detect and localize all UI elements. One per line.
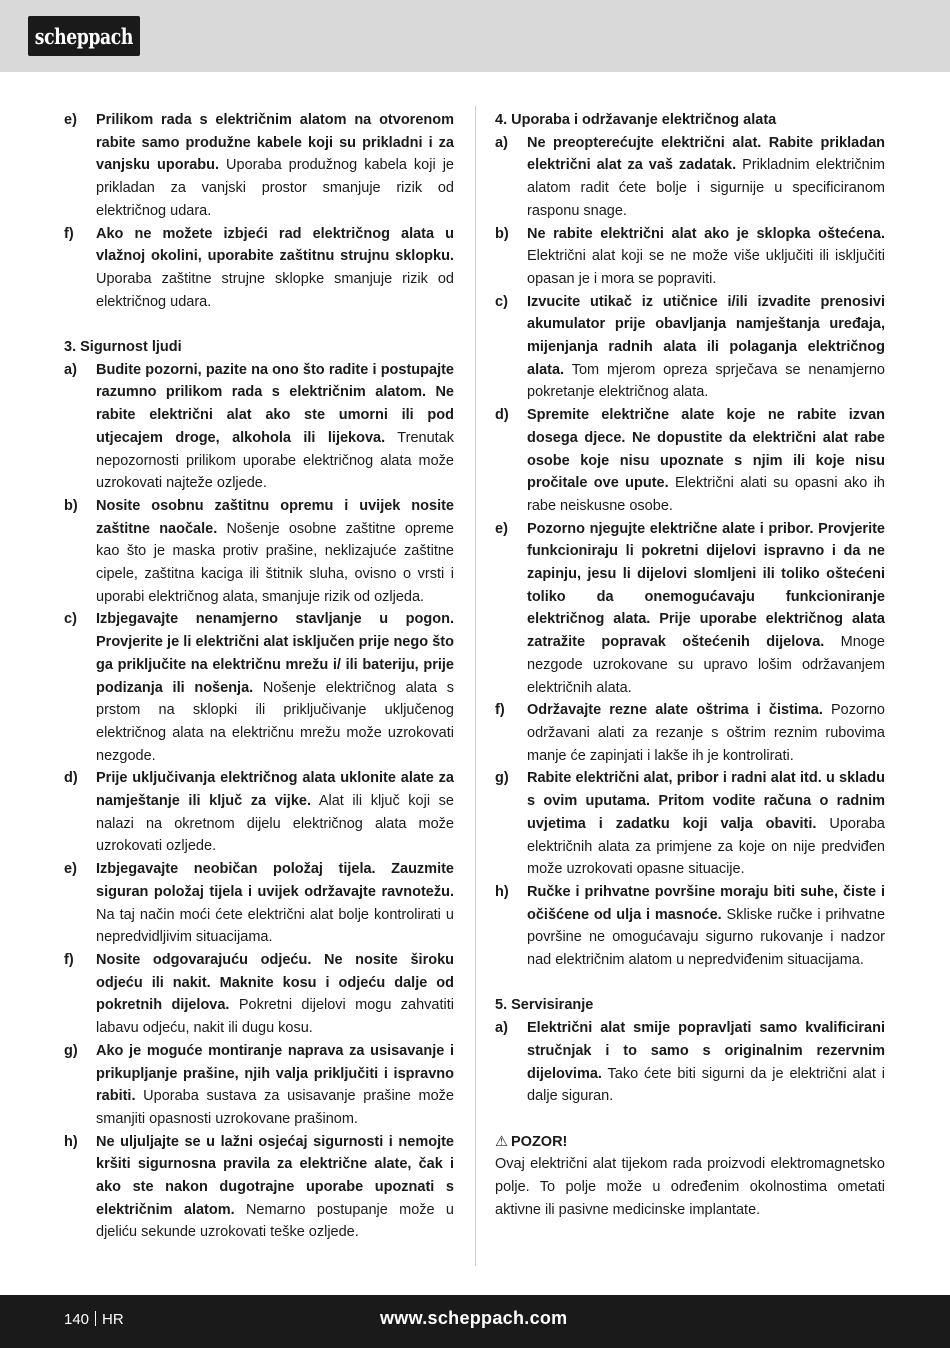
section-title-3: 3. Sigurnost ljudi bbox=[64, 339, 182, 356]
list-item bbox=[64, 949, 454, 1040]
item-bold-text: Nosite odgovarajuću odjeću. Ne nosite široku odjeću ili nakit. Maknite kosu i odjeću dalje od pokretnih dijelova. bbox=[96, 952, 454, 1014]
item-label: f) bbox=[495, 702, 505, 719]
list-item bbox=[495, 881, 885, 972]
item-text bbox=[96, 359, 454, 495]
list-item bbox=[495, 699, 885, 767]
language-code: HR bbox=[102, 1311, 124, 1328]
item-text bbox=[527, 404, 885, 518]
item-regular-text: Trenutak nepozornosti prilikom uporabe električnog alata može uzrokovati najteže ozljede. bbox=[96, 429, 454, 492]
item-regular-text: Uporaba zaštitne strujne sklopke smanjuje rizik od električnog udara. bbox=[96, 270, 454, 310]
item-regular-text: Na taj način moći ćete električni alat bolje kontrolirati u nepredvidljivim situacijama. bbox=[96, 906, 454, 946]
item-text bbox=[527, 223, 885, 291]
item-label: g) bbox=[495, 770, 509, 787]
item-text bbox=[527, 699, 885, 767]
item-bold-text: Rabite električni alat, pribor i radni alat itd. u skladu s ovim uputama. Pritom vodite računa o radnim uvjetima i zadatku koji valja obaviti. bbox=[527, 770, 885, 832]
right-items-a bbox=[495, 132, 885, 972]
item-regular-text: Prikladnim električnim alatom radit ćete bolje i sigurnije u specificiranom rasponu snage. bbox=[527, 157, 885, 219]
list-item bbox=[495, 291, 885, 405]
item-text bbox=[527, 1017, 885, 1108]
item-regular-text: Uporaba sustava za usisavanje prašine može smanjiti opasnosti uzrokovane prašinom. bbox=[96, 1088, 454, 1127]
warning-title: POZOR! bbox=[511, 1133, 568, 1150]
item-bold-text: Izbjegavajte neobičan položaj tijela. Zauzmite siguran položaj tijela i uvijek održavajte ravnotežu. bbox=[96, 861, 454, 900]
list-item bbox=[495, 404, 885, 518]
item-label: d) bbox=[495, 407, 509, 424]
item-text bbox=[96, 1040, 454, 1131]
item-bold-text: Ručke i prihvatne površine moraju biti suhe, čiste i očišćene od ulja i masnoće. bbox=[527, 883, 885, 923]
list-item bbox=[495, 132, 885, 223]
item-bold-text: Izvucite utikač iz utičnice i/ili izvadite prenosivi akumulator prije obavljanja namještanja uređaja, mijenjanja radnih alata ili polaganja električnog alata. bbox=[527, 293, 885, 378]
item-bold-text: Ne preopterećujte električni alat. Rabite prikladan električni alat za vaš zadatak. bbox=[527, 134, 885, 174]
item-label: f) bbox=[64, 952, 74, 968]
right-column bbox=[495, 109, 885, 1221]
item-bold-text: Prilikom rada s električnim alatom na otvorenom rabite samo produžne kabele koji su prikladni i za vanjsku uporabu. bbox=[96, 112, 454, 174]
item-text bbox=[527, 291, 885, 405]
warning-heading bbox=[495, 1131, 885, 1154]
item-regular-text: Nošenje električnog alata s prstom na sklopki ili priključivanje uključenog električnog alata na električnu mrežu može uzrokovati nezgode. bbox=[96, 679, 454, 764]
item-text bbox=[527, 518, 885, 700]
item-label: c) bbox=[64, 611, 77, 628]
item-text bbox=[96, 495, 454, 609]
item-label: e) bbox=[495, 520, 508, 537]
item-bold-text: Pozorno njegujte električne alate i pribor. Provjerite funkcioniraju li pokretni dijelovi ispravno i da ne zapinju, jesu li dijelovi slomljeni ili toliko oštećeni toliko da onemogućavaju funkcioniranje električnog alata. Prije uporabe električnog alata zatražite popravak oštećenih dijelova. bbox=[527, 520, 885, 651]
item-regular-text: Skliske ručke i prihvatne površine ne omogućavaju sigurno rukovanje i nadzor nad električnim alatom u nepredviđenim situacijama. bbox=[527, 906, 886, 969]
section-title-4: 4. Uporaba i održavanje električnog alata bbox=[495, 112, 777, 128]
item-label: c) bbox=[495, 293, 508, 310]
list-item bbox=[64, 1131, 454, 1245]
item-label: b) bbox=[64, 497, 78, 514]
item-text bbox=[527, 881, 885, 972]
left-items-a bbox=[64, 109, 454, 313]
item-bold-text: Izbjegavajte nenamjerno stavljanje u pogon. Provjerite je li električni alat isključen prije nego što ga priključite na električnu mrežu i/ ili bateriju, prije podizanja ili nošenja. bbox=[96, 611, 454, 696]
list-item bbox=[64, 858, 454, 949]
list-item bbox=[64, 223, 454, 314]
item-text bbox=[96, 949, 454, 1040]
item-regular-text: Električni alat koji se ne može više uključiti ili isključiti opasan je i mora se popraviti. bbox=[527, 248, 885, 287]
item-text bbox=[96, 608, 454, 767]
item-regular-text: Nemarno postupanje može u djeliću sekunde uzrokovati teške ozljede. bbox=[96, 1201, 454, 1241]
list-item bbox=[64, 767, 454, 858]
item-label: e) bbox=[64, 861, 77, 878]
item-label: e) bbox=[64, 112, 77, 128]
list-item bbox=[64, 495, 454, 609]
page-number-block bbox=[64, 1311, 124, 1328]
left-items-b bbox=[64, 359, 454, 1244]
item-regular-text: Mnoge nezgode uzrokovane su upravo lošim održavanjem električnih alata. bbox=[527, 634, 885, 696]
item-text bbox=[96, 223, 454, 314]
item-bold-text: Održavajte rezne alate oštrima i čistima. bbox=[527, 702, 823, 719]
list-item bbox=[495, 767, 885, 881]
left-column bbox=[64, 109, 454, 1244]
item-regular-text: Uporaba produžnog kabela koji je prikladan za vanjski prostor smanjuje rizik od električnog udara. bbox=[96, 157, 454, 219]
page-number: 140 bbox=[64, 1311, 90, 1328]
item-label: f) bbox=[64, 225, 74, 242]
item-label: b) bbox=[495, 225, 509, 242]
item-regular-text: Tom mjerom opreza sprječava se nenamjerno pokretanje električnog alata. bbox=[527, 361, 885, 401]
item-regular-text: Pokretni dijelovi mogu zahvatiti labavu odjeću, nakit ili dugu kosu. bbox=[96, 997, 454, 1037]
item-regular-text: Nošenje osobne zaštitne opreme kao što je maska protiv prašine, neklizajuće zaštitne cipele, zaštitna kaciga ili štitnik sluha, ovisno o vrsti i uporabi električnog alata, smanjuje rizik od ozljeda. bbox=[96, 520, 454, 605]
section-title-5: 5. Servisiranje bbox=[495, 997, 594, 1014]
item-bold-text: Ne uljuljajte se u lažni osjećaj sigurnosti i nemojte kršiti sigurnosna pravila za električne alate, čak i ako ste nakon dugotrajne uporabe upoznati s električnim alatom. bbox=[96, 1133, 454, 1218]
list-item bbox=[64, 109, 454, 223]
item-bold-text: Ako je moguće montiranje naprava za usisavanje i prikupljanje prašine, njih valja priključiti i ispravno rabiti. bbox=[96, 1042, 454, 1105]
item-regular-text: Električni alati su opasni ako ih rabe neiskusne osobe. bbox=[527, 475, 885, 514]
item-text bbox=[96, 109, 454, 223]
list-item bbox=[64, 608, 454, 767]
footer-separator bbox=[95, 1311, 96, 1326]
item-label: g) bbox=[64, 1042, 78, 1059]
header-band bbox=[0, 0, 950, 72]
item-bold-text: Prije uključivanja električnog alata uklonite alate za namještanje ili ključ za vijke. bbox=[96, 770, 454, 810]
item-bold-text: Električni alat smije popravljati samo kvalificirani stručnjak i to samo s originalnim rezervnim dijelovima. bbox=[527, 1020, 885, 1082]
item-label: h) bbox=[495, 883, 509, 900]
spacer bbox=[495, 972, 885, 995]
item-regular-text: Alat ili ključ koji se nalazi na okretnom dijelu električnog alata može uzrokovati ozljede. bbox=[96, 793, 454, 855]
item-text bbox=[527, 767, 885, 881]
item-text bbox=[96, 1131, 454, 1245]
right-items-b bbox=[495, 1017, 885, 1108]
item-label: h) bbox=[64, 1133, 78, 1150]
warning-triangle-icon: ⚠ bbox=[495, 1133, 508, 1150]
item-regular-text: Pozorno održavani alati za rezanje s oštrim reznim rubovima manje će zapinjati i lakše ih je kontrolirati. bbox=[527, 702, 885, 764]
item-label: a) bbox=[495, 1020, 508, 1037]
item-label: a) bbox=[64, 361, 77, 378]
item-text bbox=[96, 858, 454, 949]
item-bold-text: Budite pozorni, pazite na ono što radite i postupajte razumno prilikom rada s električnim alatom. Ne rabite električni alat ako ste umorni ili pod utjecajem droge, alkohola ili lijekova. bbox=[96, 361, 454, 446]
item-text bbox=[527, 132, 885, 223]
list-item bbox=[64, 359, 454, 495]
item-bold-text: Nosite osobnu zaštitnu opremu i uvijek nosite zaštitne naočale. bbox=[96, 497, 454, 537]
column-divider bbox=[475, 106, 476, 1266]
item-bold-text: Spremite električne alate koje ne rabite izvan dosega djece. Ne dopustite da električni alat rabe osobe koje nisu upoznate s njim ili koje nisu pročitale ove upute. bbox=[527, 407, 885, 492]
item-regular-text: Uporaba električnih alata za primjene za koje on nije predviđen može uzrokovati opasne situacije. bbox=[527, 815, 885, 878]
item-bold-text: Ako ne možete izbjeći rad električnog alata u vlažnoj okolini, uporabite zaštitnu strujnu sklopku. bbox=[96, 225, 454, 265]
logo-text: scheppach bbox=[34, 23, 134, 49]
item-regular-text: Tako ćete biti sigurni da je električni alat i dalje siguran. bbox=[527, 1065, 885, 1105]
footer-band bbox=[0, 1295, 950, 1348]
website-link[interactable]: www.scheppach.com bbox=[380, 1308, 568, 1328]
item-label: a) bbox=[495, 134, 508, 151]
spacer bbox=[64, 313, 454, 336]
item-bold-text: Ne rabite električni alat ako je sklopka oštećena. bbox=[527, 225, 885, 242]
list-item bbox=[64, 1040, 454, 1131]
list-item bbox=[495, 1017, 885, 1108]
warning-text: Ovaj električni alat tijekom rada proizvodi elektromagnetsko polje. To polje može u određenim okolnostima ometati aktivne ili pasivne medicinske implantate. bbox=[495, 1156, 885, 1218]
list-item bbox=[495, 223, 885, 291]
item-label: d) bbox=[64, 770, 78, 787]
item-text bbox=[96, 767, 454, 858]
list-item bbox=[495, 518, 885, 700]
spacer bbox=[495, 1108, 885, 1131]
brand-logo bbox=[28, 16, 140, 56]
